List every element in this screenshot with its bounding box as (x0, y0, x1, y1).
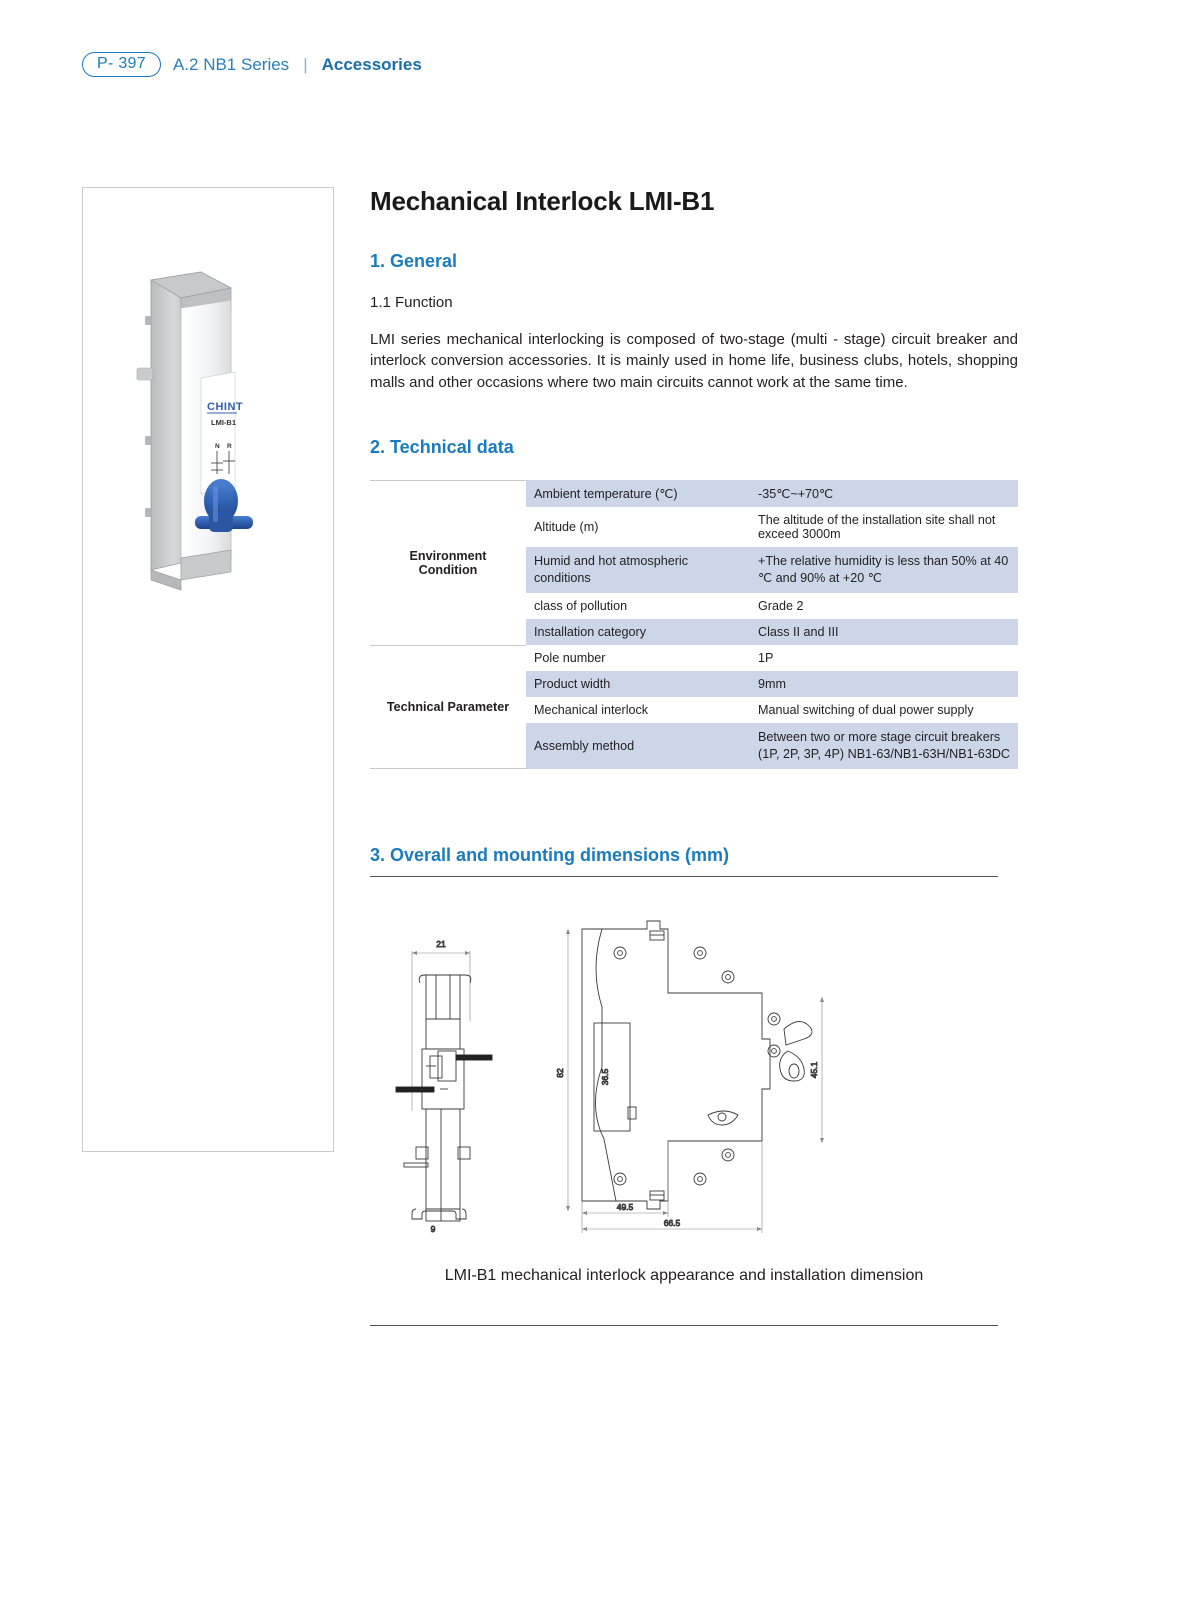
table-cell-key: Installation category (526, 619, 750, 645)
divider-top (370, 876, 998, 877)
table-cell-key: Altitude (m) (526, 507, 750, 547)
product-photo (123, 258, 293, 598)
table-cell-key: Humid and hot atmospheric conditions (526, 547, 750, 593)
dim-label-36-5: 36.5 (600, 1069, 610, 1086)
breadcrumb-series[interactable]: A.2 NB1 Series (172, 54, 290, 74)
dim-label-66-5: 66.5 (663, 1218, 681, 1229)
table-cell-value: Class II and III (750, 619, 1018, 645)
table-cell-value: 1P (750, 645, 1018, 671)
general-description: LMI series mechanical interlocking is composed of two-stage (multi - stage) circuit breaker and interlock conversion accessories. It is mainly used in home life, business clubs, hotels, shopping malls and other occasions where two main circuits cannot work at the same time. (370, 331, 1018, 391)
table-cell-key: Ambient temperature (℃) (526, 480, 750, 507)
dim-label-21: 21 (436, 939, 446, 950)
table-cell-key: Product width (526, 671, 750, 697)
table-cell-value: +The relative humidity is less than 50% at 40 ℃ and 90% at +20 ℃ (750, 547, 1018, 593)
section-heading-technical-data: 2. Technical data (370, 436, 514, 457)
table-cell-value: -35℃~+70℃ (750, 480, 1018, 507)
table-cell-value: Between two or more stage circuit breakers (1P, 2P, 3P, 4P) NB1-63/NB1-63H/NB1-63DC (750, 723, 1018, 769)
svg-text:R: R (227, 443, 232, 450)
figure-caption: LMI-B1 mechanical interlock appearance and installation dimension (444, 1267, 924, 1285)
table-row (370, 480, 1018, 507)
section-heading-general: 1. General (370, 251, 458, 271)
table-cell-value: Manual switching of dual power supply (750, 697, 1018, 723)
table-cell-key: class of pollution (526, 593, 750, 619)
table-cell-value: Grade 2 (750, 593, 1018, 619)
svg-text:N: N (215, 443, 220, 450)
dimension-drawings (370, 911, 1018, 1241)
product-brand-text: CHINT (207, 401, 244, 413)
technical-data-table (370, 480, 1018, 770)
breadcrumb-current[interactable]: Accessories (321, 54, 422, 74)
dimension-drawing-svg (370, 911, 998, 1241)
dim-label-82: 82 (555, 1068, 565, 1079)
table-cell-value: The altitude of the installation site shall not exceed 3000m (750, 507, 1018, 547)
breadcrumb-separator: | (303, 54, 308, 74)
subsection-function-label: 1.1 Function (370, 294, 453, 311)
product-image-panel (82, 187, 334, 1152)
product-model-text: LMI-B1 (211, 418, 236, 427)
group-label-line2: Condition (418, 562, 478, 577)
page-number-badge: P- 397 (82, 52, 161, 77)
page-title: Mechanical Interlock LMI-B1 (370, 186, 715, 216)
breadcrumb (82, 52, 422, 77)
table-cell-key: Mechanical interlock (526, 697, 750, 723)
table-cell-key: Assembly method (526, 723, 750, 769)
table-cell-value: 9mm (750, 671, 1018, 697)
table-cell-key: Pole number (526, 645, 750, 671)
main-content (370, 186, 1018, 1326)
dim-label-49-5: 49.5 (616, 1202, 634, 1213)
group-label-line1: Environment (409, 548, 487, 563)
table-group-label-environment (370, 480, 526, 645)
dim-label-45-1: 45.1 (809, 1062, 819, 1079)
table-group-label-technical-parameter: Technical Parameter (370, 645, 526, 769)
divider-bottom (370, 1325, 998, 1326)
section-heading-dimensions: 3. Overall and mounting dimensions (mm) (370, 845, 730, 866)
table-row (370, 645, 1018, 671)
dimensions-section (370, 845, 1018, 1326)
product-illustration-svg (123, 258, 293, 598)
dim-label-9: 9 (430, 1224, 436, 1235)
